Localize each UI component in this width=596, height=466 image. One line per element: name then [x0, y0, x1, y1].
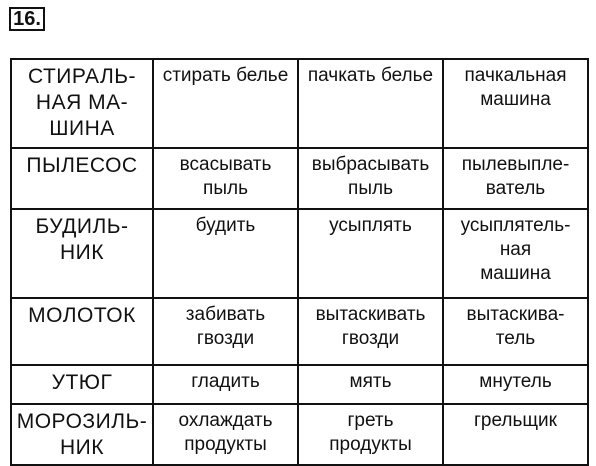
new-device-cell: грельщик: [443, 404, 588, 465]
table-row: [11, 59, 588, 148]
table-row: [11, 404, 588, 465]
original-action-cell: охлаждать продукты: [153, 404, 298, 465]
table-row: [11, 365, 588, 404]
new-device-cell: пачкальная машина: [443, 59, 588, 148]
opposite-action-cell: мять: [298, 365, 443, 404]
original-action-cell: стирать белье: [153, 59, 298, 148]
device-name-cell: МОРОЗИЛЬ- НИК: [11, 404, 153, 465]
device-name-cell: МОЛОТОК: [11, 298, 153, 365]
table-row: [11, 209, 588, 298]
opposite-action-cell: выбрасывать пыль: [298, 148, 443, 209]
original-action-cell: гладить: [153, 365, 298, 404]
opposite-action-cell: пачкать белье: [298, 59, 443, 148]
original-action-cell: всасывать пыль: [153, 148, 298, 209]
device-name-cell: СТИРАЛЬ- НАЯ МА- ШИНА: [11, 59, 153, 148]
task-number: 16.: [9, 7, 45, 31]
new-device-cell: мнутель: [443, 365, 588, 404]
new-device-cell: вытаскива- тель: [443, 298, 588, 365]
opposite-action-cell: усыплять: [298, 209, 443, 298]
device-name-cell: БУДИЛЬ- НИК: [11, 209, 153, 298]
new-device-cell: пылевыпле- ватель: [443, 148, 588, 209]
original-action-cell: забивать гвозди: [153, 298, 298, 365]
table-row: [11, 298, 588, 365]
word-table: [10, 58, 589, 466]
device-name-cell: УТЮГ: [11, 365, 153, 404]
device-name-cell: ПЫЛЕСОС: [11, 148, 153, 209]
new-device-cell: усыплятель- ная машина: [443, 209, 588, 298]
table-row: [11, 148, 588, 209]
opposite-action-cell: вытаскивать гвозди: [298, 298, 443, 365]
opposite-action-cell: греть продукты: [298, 404, 443, 465]
original-action-cell: будить: [153, 209, 298, 298]
